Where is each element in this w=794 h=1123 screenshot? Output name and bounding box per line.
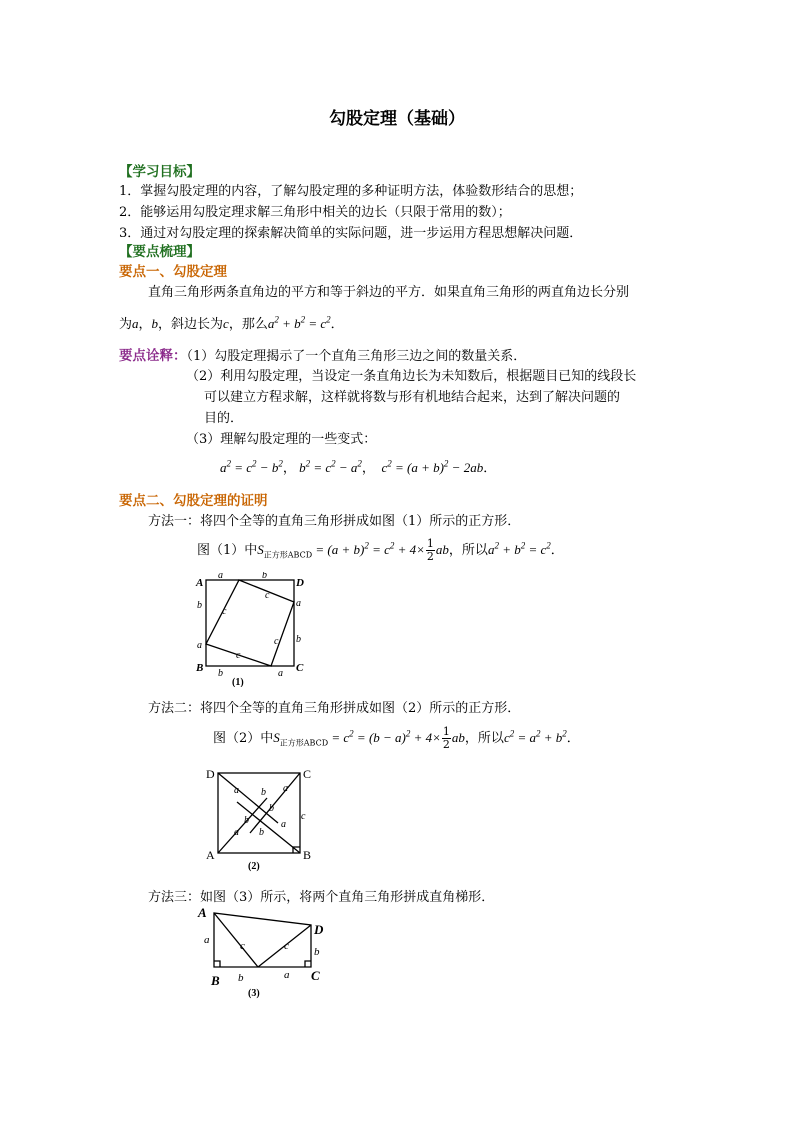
svg-text:b: b: [244, 815, 249, 826]
svg-text:a: a: [234, 785, 239, 796]
svg-text:a: a: [283, 783, 288, 794]
svg-text:a: a: [284, 969, 290, 981]
notes-line-2c: 目的．: [204, 411, 244, 426]
svg-text:a: a: [278, 668, 283, 679]
goal-item-3: 3．通过对勾股定理的探索解决简单的实际问题，进一步运用方程思想解决问题．: [119, 226, 583, 241]
svg-text:B: B: [303, 848, 312, 862]
svg-text:b: b: [296, 634, 301, 645]
svg-text:a: a: [296, 598, 301, 609]
svg-text:D: D: [314, 922, 324, 937]
svg-text:b: b: [197, 600, 202, 611]
goal-item-1: 1．掌握勾股定理的内容，了解勾股定理的多种证明方法，体验数形结合的思想；: [119, 184, 583, 199]
svg-text:a: a: [204, 934, 210, 946]
svg-text:A: A: [196, 577, 204, 589]
svg-text:(2): (2): [248, 861, 260, 872]
svg-text:(1): (1): [232, 677, 244, 687]
svg-text:A: A: [206, 848, 215, 862]
pythagorean-formula: $a^2 + b^2 = c^2$: [267, 314, 331, 331]
svg-text:c: c: [284, 940, 289, 952]
point2-heading: 要点二、勾股定理的证明: [119, 493, 268, 509]
svg-text:c: c: [301, 811, 306, 822]
point1-line1: 直角三角形两条直角边的平方和等于斜边的平方．如果直角三角形的两直角边长分别: [148, 285, 630, 300]
svg-text:C: C: [303, 767, 312, 781]
method3-text: 方法三：如图（3）所示，将两个直角三角形拼成直角梯形．: [148, 890, 495, 905]
notes-line-3: （3）理解勾股定理的一些变式：: [186, 432, 377, 447]
summary-heading: 【要点梳理】: [119, 244, 200, 260]
svg-text:c: c: [240, 940, 245, 952]
svg-text:B: B: [196, 662, 204, 674]
svg-text:b: b: [259, 827, 264, 838]
svg-text:b: b: [218, 668, 223, 679]
svg-text:c: c: [222, 606, 227, 617]
svg-text:b: b: [262, 572, 267, 581]
svg-text:b: b: [269, 803, 274, 814]
svg-text:a: a: [197, 640, 202, 651]
svg-text:a: a: [234, 827, 239, 838]
svg-text:b: b: [238, 972, 244, 984]
variants-formula: $a^2 = c^2 - b^2$， $b^2 = c^2 - a^2$， $c^2 = (a + b)^2 - 2ab$．: [220, 458, 497, 475]
goals-heading: 【学习目标】: [119, 164, 200, 180]
figure-3: [196, 903, 330, 1003]
page-title: 勾股定理（基础）: [329, 109, 465, 129]
svg-text:c: c: [265, 590, 270, 601]
svg-text:C: C: [311, 968, 320, 983]
svg-text:A: A: [198, 905, 207, 920]
svg-text:b: b: [261, 787, 266, 798]
notes-line-2b: 可以建立方程求解，这样就将数与形有机地结合起来，达到了解决问题的: [204, 390, 621, 405]
method2-text: 方法二：将四个全等的直角三角形拼成如图（2）所示的正方形．: [148, 701, 521, 716]
point1-line2: 为a，b，斜边长为c，那么$a^2 + b^2 = c^2$．: [119, 314, 344, 332]
goal-item-2: 2．能够运用勾股定理求解三角形中相关的边长（只限于常用的数）；: [119, 205, 511, 220]
method1-formula: 图（1）中$S_{正方形ABCD} = (a + b)^2 = c^2 + 4\times$ $\frac{1}{2}$ ab，所以$a^2 + b^2 = c^2$．: [197, 537, 564, 563]
svg-text:c: c: [236, 650, 241, 661]
method2-formula: 图（2）中$S_{正方形ABCD} = c^2 = (b - a)^2 + 4\times$ $\frac{1}{2}$ ab，所以$c^2 = a^2 + b^2$．: [213, 725, 580, 751]
svg-text:a: a: [281, 819, 286, 830]
svg-text:c: c: [274, 636, 279, 647]
svg-text:D: D: [296, 577, 304, 589]
figure-1: [194, 572, 306, 691]
method1-text: 方法一：将四个全等的直角三角形拼成如图（1）所示的正方形．: [148, 514, 521, 529]
figure-2: [200, 763, 318, 877]
svg-text:a: a: [218, 572, 223, 581]
svg-text:C: C: [296, 662, 304, 674]
point1-heading: 要点一、勾股定理: [119, 264, 227, 280]
notes-line-1: 要点诠释：（1）勾股定理揭示了一个直角三角形三边之间的数量关系．: [119, 348, 527, 364]
svg-text:(3): (3): [248, 988, 260, 999]
notes-line-2a: （2）利用勾股定理，当设定一条直角边长为未知数后，根据题目已知的线段长: [186, 369, 637, 384]
svg-text:D: D: [206, 767, 215, 781]
svg-text:b: b: [314, 946, 320, 958]
svg-text:B: B: [211, 973, 220, 988]
